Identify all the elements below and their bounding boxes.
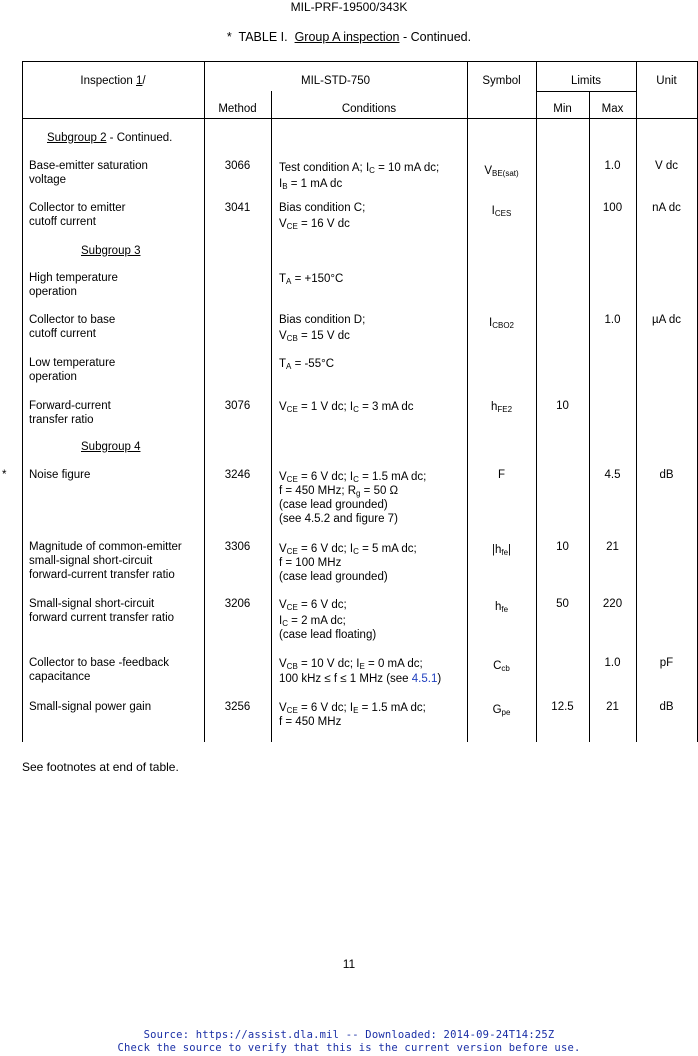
- table-row-ccb-max: 1.0: [604, 657, 621, 669]
- table-row-noise-symbol: F: [497, 469, 506, 481]
- table-row-noise-method: 3246: [224, 469, 251, 481]
- table-row-gpe-unit: dB: [659, 701, 674, 713]
- footnote-note: See footnotes at end of table.: [22, 760, 179, 774]
- table-row-vbe-sat-unit: V dc: [654, 160, 678, 172]
- table-row-hfe-symbol: $h_{fe}$: [494, 601, 509, 614]
- subgroup-2-heading: Subgroup 2 - Continued.: [47, 132, 173, 144]
- table-row-ices-symbol: $I_{CES}$: [491, 205, 512, 218]
- col-max: Max: [601, 103, 624, 115]
- table-row-ccb-unit: pF: [659, 657, 674, 669]
- table-row-icbo2-max: 1.0: [604, 314, 621, 326]
- table-row-hfe2-conditions: $V_{CE} = 1$ V dc; $I_C = 3$ mA dc: [279, 401, 414, 414]
- col-limits: Limits: [570, 75, 602, 87]
- table-row-vbe-sat-inspection: Base-emitter saturation voltage: [29, 160, 148, 186]
- table-title-prefix: TABLE I.: [238, 30, 288, 44]
- table-row-low-temp-inspection: Low temperature operation: [29, 357, 116, 383]
- change-marker: *: [2, 469, 7, 481]
- table-row-gpe-symbol: $G_{pe}$: [492, 704, 511, 717]
- col-method: Method: [218, 103, 257, 115]
- paragraph-link[interactable]: 4.5.1: [411, 673, 438, 685]
- table-row-noise-max: 4.5: [604, 469, 621, 481]
- table-row-hfe2-symbol: $h_{FE2}$: [490, 401, 513, 414]
- table-header-rule: [22, 118, 697, 119]
- source-line: Source: https://assist.dla.mil -- Downloaded: 2014-09-24T14:25Z: [143, 1029, 555, 1041]
- col-symbol: Symbol: [482, 75, 521, 87]
- table-row-noise-inspection: Noise figure: [29, 469, 91, 481]
- table-row-ccb-symbol: $C_{cb}$: [493, 660, 510, 673]
- change-marker: *: [226, 30, 232, 44]
- table-row-hfe2-min: 10: [556, 400, 569, 412]
- document-id: MIL-PRF-19500/343K: [290, 0, 408, 14]
- table-row-vbe-sat-symbol: $V_{BE(sat)}$: [484, 165, 519, 178]
- table-row-icbo2-symbol: $I_{CBO2}$: [489, 317, 514, 330]
- table-row-hfe2-method: 3076: [224, 400, 251, 412]
- table-row-gpe-min: 12.5: [551, 701, 574, 713]
- table-row-icbo2-conditions: Bias condition D; $V_{CB} = 15$ V dc: [279, 314, 366, 343]
- limits-divider-rule: [536, 91, 636, 92]
- table-row-hfe-max: 220: [602, 598, 623, 610]
- table-title: [0, 30, 698, 44]
- table-row-icbo2-inspection: Collector to base cutoff current: [29, 314, 116, 340]
- table-row-mag-hfe-method: 3306: [224, 541, 251, 553]
- table-row-high-temp-conditions: $T_A = +150^\circ C$: [279, 273, 344, 286]
- table-row-gpe-conditions: $V_{CE} = 6$ V dc; $I_E = 1.5$ mA dc; f = 450 MHz: [279, 702, 426, 728]
- table-row-mag-hfe-max: 21: [606, 541, 619, 553]
- table-row-vbe-sat-conditions: Test condition A; $I_C = 10$ mA dc; $I_B = 1$ mA dc: [279, 162, 440, 191]
- table-row-low-temp-conditions: $T_A = -55^\circ C$: [279, 358, 335, 371]
- footnote-ref: 1: [136, 75, 143, 87]
- page-number: 11: [342, 957, 356, 971]
- table-row-mag-hfe-symbol: $|h_{fe}|$: [491, 544, 512, 557]
- table-row-gpe-inspection: Small-signal power gain: [29, 701, 152, 713]
- table-row-hfe2-inspection: Forward-current transfer ratio: [29, 400, 111, 426]
- table-row-icbo2-unit: µA dc: [651, 314, 681, 326]
- table-top-rule: [22, 61, 697, 62]
- table-row-mag-hfe-conditions: $V_{CE} = 6$ V dc; $I_C = 5$ mA dc; f = 100 MHz (case lead grounded): [279, 543, 417, 583]
- table-row-noise-conditions: $V_{CE} = 6$ V dc; $I_C = 1.5$ mA dc; f = 450 MHz; $R_g = 50$ Ω (case lead grounded) (see 4.5.2 and figure 7): [279, 471, 427, 525]
- table-row-high-temp-inspection: High temperature operation: [29, 272, 118, 298]
- table-row-ices-inspection: Collector to emitter cutoff current: [29, 202, 126, 228]
- table-row-ices-unit: nA dc: [652, 202, 681, 214]
- table-row-ices-max: 100: [602, 202, 623, 214]
- subgroup-3-heading: Subgroup 3: [81, 245, 141, 257]
- conditions-left-rule: [271, 91, 272, 742]
- table-row-ices-method: 3041: [224, 202, 251, 214]
- col-min: Min: [553, 103, 572, 115]
- subgroup-4-heading: Subgroup 4: [81, 441, 141, 453]
- table-row-hfe-min: 50: [556, 598, 569, 610]
- table-row-gpe-max: 21: [606, 701, 619, 713]
- table-row-ccb-inspection: Collector to base -feedback capacitance: [29, 657, 169, 683]
- table-title-suffix: - Continued.: [402, 30, 472, 44]
- table-row-ices-conditions: Bias condition C; $V_{CE} = 16$ V dc: [279, 202, 366, 231]
- col-conditions: Conditions: [341, 103, 397, 115]
- table-row-noise-unit: dB: [659, 469, 674, 481]
- max-left-rule: [589, 91, 590, 742]
- table-row-hfe-conditions: $V_{CE} = 6$ V dc; $I_C = 2$ mA dc; (case lead floating): [279, 599, 377, 641]
- table-row-mag-hfe-inspection: Magnitude of common-emitter small-signal short-circuit forward-current transfer ratio: [29, 541, 182, 581]
- table-title-name: Group A inspection: [294, 30, 400, 44]
- table-row-gpe-method: 3256: [224, 701, 251, 713]
- table-row-vbe-sat-max: 1.0: [604, 160, 621, 172]
- table-row-hfe-method: 3206: [224, 598, 251, 610]
- col-unit: Unit: [656, 75, 677, 87]
- col-inspection: Inspection 1/: [80, 75, 146, 87]
- verify-line: Check the source to verify that this is the current version before use.: [117, 1042, 581, 1054]
- table-row-vbe-sat-method: 3066: [224, 160, 251, 172]
- table-row-hfe-inspection: Small-signal short-circuit forward current transfer ratio: [29, 598, 175, 624]
- table-left-rule: [22, 61, 23, 742]
- table-row-ccb-conditions: $V_{CB} = 10$ V dc; $I_E = 0$ mA dc; 100 kHz ≤ f ≤ 1 MHz (see 4.5.1): [279, 658, 442, 685]
- table-row-mag-hfe-min: 10: [556, 541, 569, 553]
- col-standard: MIL-STD-750: [300, 75, 371, 87]
